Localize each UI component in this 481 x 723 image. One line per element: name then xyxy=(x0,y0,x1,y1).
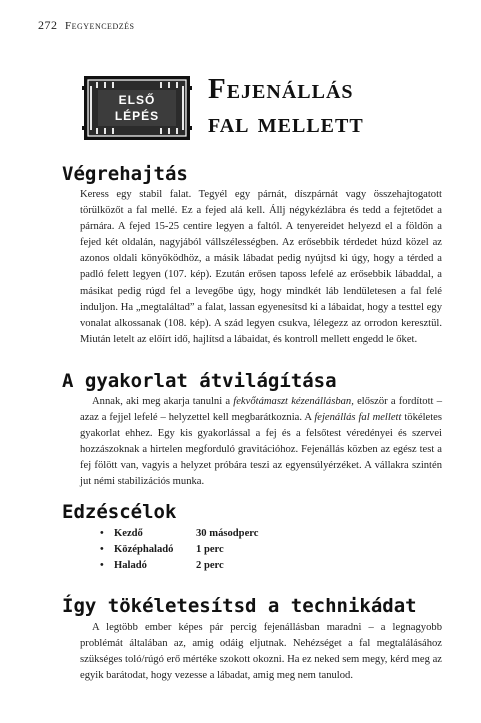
book-title: Fegyencedzés xyxy=(65,20,135,32)
analysis-text xyxy=(80,394,442,491)
badge-line-2: LÉPÉS xyxy=(114,109,160,123)
goal-value: 2 perc xyxy=(196,559,224,571)
execution-text: Keress egy stabil falat. Tegyél egy párnát, díszpárnát vagy összehajtogatott törülközőt a fal mellé. Ez a fejed alá kell. Állj négykézlábra és tedd a fejtetődet a párnára. A fejed 15-25 centire legyen a faltól. A tenyereidet helyezd el a földön a fejed két oldalán, nagyjából vállszélességben. Az erősebbik térdedet húzd közel az azonos oldali könyöködhöz, a másik lábadat pedig nyújtsd ki úgy, hogy a térded a padló felett legyen (107. kép). Ezután erősen taposs lefelé az erősebbik lábaddal, a másikat pedig rúgd fel a levegőbe úgy, hogy mindkét láb lendületesen a fal felé induljon. Ha „megtaláltad” a falat, lassan egyenesítsd ki a lábaidat, hogy a testtel egy vonalat alkossanak (108. kép). A szád legyen csukva, lélegezz az orrodon keresztül. Miután letelt az előírt idő, hajlítsd a lábaidat, és kontroll mellett engedd le őket. xyxy=(80,189,442,345)
goal-level: Középhaladó xyxy=(114,543,174,555)
analysis-text-b: először a fordított – azaz a fejjel lefelé – helyzettel kell megbarátkoznia. A xyxy=(80,396,442,424)
goal-item xyxy=(100,557,258,573)
badge-line-1: ELSŐ xyxy=(118,93,156,107)
goal-value: 1 perc xyxy=(196,543,224,555)
technique-text: A legtöbb ember képes pár percig fejenállásban maradni – a legnagyobb problémát általában az, amig odáig eljutnak. Nehézséget a fal megtalálásához szükséges toló/rúgó erő mértéke szokott okozni. Ha ez neked sem megy, kérd meg az egyik barátodat, hogy vezesse a lábadat, amig meg nem tanulod. xyxy=(80,622,442,682)
analysis-emphasis-b: fejenállás fal mellett xyxy=(314,412,402,424)
goal-level: Kezdő xyxy=(114,527,143,539)
technique-section xyxy=(80,620,442,684)
chapter-title-line-2: fal mellett xyxy=(208,107,364,139)
goals-list xyxy=(100,525,258,573)
bullet-icon: • xyxy=(100,527,104,539)
analysis-section xyxy=(80,394,442,491)
goal-value: 30 másodperc xyxy=(196,527,259,539)
step-badge xyxy=(82,72,192,144)
analysis-heading: A gyakorlat átvilágítása xyxy=(62,370,337,392)
bullet-icon: • xyxy=(100,559,104,571)
page-number: 272 xyxy=(38,18,58,32)
running-head xyxy=(38,18,134,33)
goal-item xyxy=(100,525,258,541)
bullet-icon: • xyxy=(100,543,104,555)
execution-section xyxy=(80,187,442,348)
chapter-title xyxy=(208,72,364,140)
technique-heading: Így tökéletesítsd a technikádat xyxy=(62,595,417,617)
analysis-text-a: Annak, aki meg akarja tanulni a xyxy=(92,396,234,407)
goal-level: Haladó xyxy=(114,559,147,571)
goal-item xyxy=(100,541,258,557)
analysis-emphasis-a: fekvőtámaszt kézenállásban, xyxy=(233,396,354,407)
chapter-title-line-1: Fejenállás xyxy=(208,73,354,105)
analysis-text-c: tökéletes gyakorlat ehhez. Egy kis gyakorlással a fej és a felsőtest véredényei és szervei hozzászoknak a hirtelen megforduló gravitációhoz. Fejenállás közben az egész test a fej fölött van, vagyis a helyzet próbára teszi az egyensúlyérzéket. A vállakra szintén jut némi stabilizációs munka. xyxy=(80,412,443,488)
execution-heading: Végrehajtás xyxy=(62,163,188,185)
goals-heading: Edzéscélok xyxy=(62,501,177,523)
badge-label xyxy=(100,92,174,124)
